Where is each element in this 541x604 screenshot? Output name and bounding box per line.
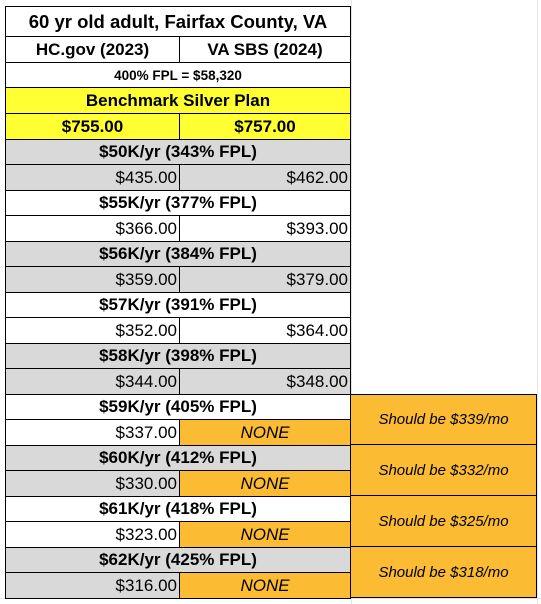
premium-row [5, 369, 351, 395]
premium-vasbs-missing[interactable]: NONE [180, 420, 350, 445]
income-label[interactable]: $59K/yr (405% FPL) [99, 397, 257, 416]
income-row [5, 293, 351, 318]
income-row [5, 446, 351, 471]
income-label[interactable]: $58K/yr (398% FPL) [99, 346, 257, 365]
premium-row [5, 522, 351, 548]
premium-hcgov[interactable]: $344.00 [6, 369, 180, 394]
income-row [5, 191, 351, 216]
premium-vasbs[interactable]: $393.00 [286, 218, 348, 238]
premium-vasbs-missing[interactable]: NONE [180, 471, 350, 496]
column-header-row [5, 37, 351, 63]
premium-vasbs[interactable]: $364.00 [286, 320, 348, 340]
income-label[interactable]: $62K/yr (425% FPL) [99, 550, 257, 569]
benchmark-price-hcgov[interactable]: $755.00 [6, 114, 180, 139]
premium-vasbs[interactable]: $462.00 [286, 167, 348, 187]
expected-premium-note[interactable]: Should be $318/mo [350, 547, 537, 598]
premium-row [5, 471, 351, 497]
premium-row [5, 420, 351, 446]
premium-row [5, 216, 351, 242]
premium-vasbs[interactable]: $348.00 [286, 371, 348, 391]
benchmark-price-row [5, 114, 351, 140]
table-title[interactable]: 60 yr old adult, Fairfax County, VA [28, 10, 328, 32]
premium-hcgov[interactable]: $435.00 [6, 165, 180, 190]
expected-premium-note[interactable]: Should be $332/mo [350, 445, 537, 496]
premium-vasbs-missing[interactable]: NONE [180, 522, 350, 547]
premium-hcgov[interactable]: $337.00 [6, 420, 180, 445]
premium-row [5, 573, 351, 599]
income-row [5, 548, 351, 573]
expected-premium-note[interactable]: Should be $325/mo [350, 496, 537, 547]
column-header-vasbs[interactable]: VA SBS (2024) [207, 39, 323, 59]
benchmark-price-vasbs[interactable]: $757.00 [234, 116, 296, 136]
income-label[interactable]: $55K/yr (377% FPL) [99, 193, 257, 212]
premium-row [5, 318, 351, 344]
income-row [5, 497, 351, 522]
title-row [5, 6, 351, 37]
gridline [537, 0, 538, 604]
income-label[interactable]: $60K/yr (412% FPL) [99, 448, 257, 467]
premium-row [5, 165, 351, 191]
income-label[interactable]: $57K/yr (391% FPL) [99, 295, 257, 314]
expected-premium-note[interactable]: Should be $339/mo [350, 394, 537, 445]
income-label[interactable]: $50K/yr (343% FPL) [99, 142, 257, 161]
premium-vasbs[interactable]: $379.00 [286, 269, 348, 289]
income-row [5, 140, 351, 165]
income-row [5, 344, 351, 369]
column-header-hcgov[interactable]: HC.gov (2023) [6, 37, 180, 62]
income-label[interactable]: $56K/yr (384% FPL) [99, 244, 257, 263]
premium-vasbs-missing[interactable]: NONE [180, 573, 350, 598]
benchmark-label-row [5, 88, 351, 114]
fpl-note[interactable]: 400% FPL = $58,320 [114, 67, 242, 83]
fpl-note-row [5, 63, 351, 88]
premium-comparison-table [5, 6, 351, 599]
benchmark-label[interactable]: Benchmark Silver Plan [85, 90, 271, 110]
income-row [5, 242, 351, 267]
premium-hcgov[interactable]: $366.00 [6, 216, 180, 241]
income-row [5, 395, 351, 420]
income-label[interactable]: $61K/yr (418% FPL) [99, 499, 257, 518]
premium-hcgov[interactable]: $359.00 [6, 267, 180, 292]
premium-hcgov[interactable]: $316.00 [6, 573, 180, 598]
premium-hcgov[interactable]: $330.00 [6, 471, 180, 496]
premium-hcgov[interactable]: $323.00 [6, 522, 180, 547]
expected-premium-notes [350, 394, 537, 598]
premium-row [5, 267, 351, 293]
premium-hcgov[interactable]: $352.00 [6, 318, 180, 343]
